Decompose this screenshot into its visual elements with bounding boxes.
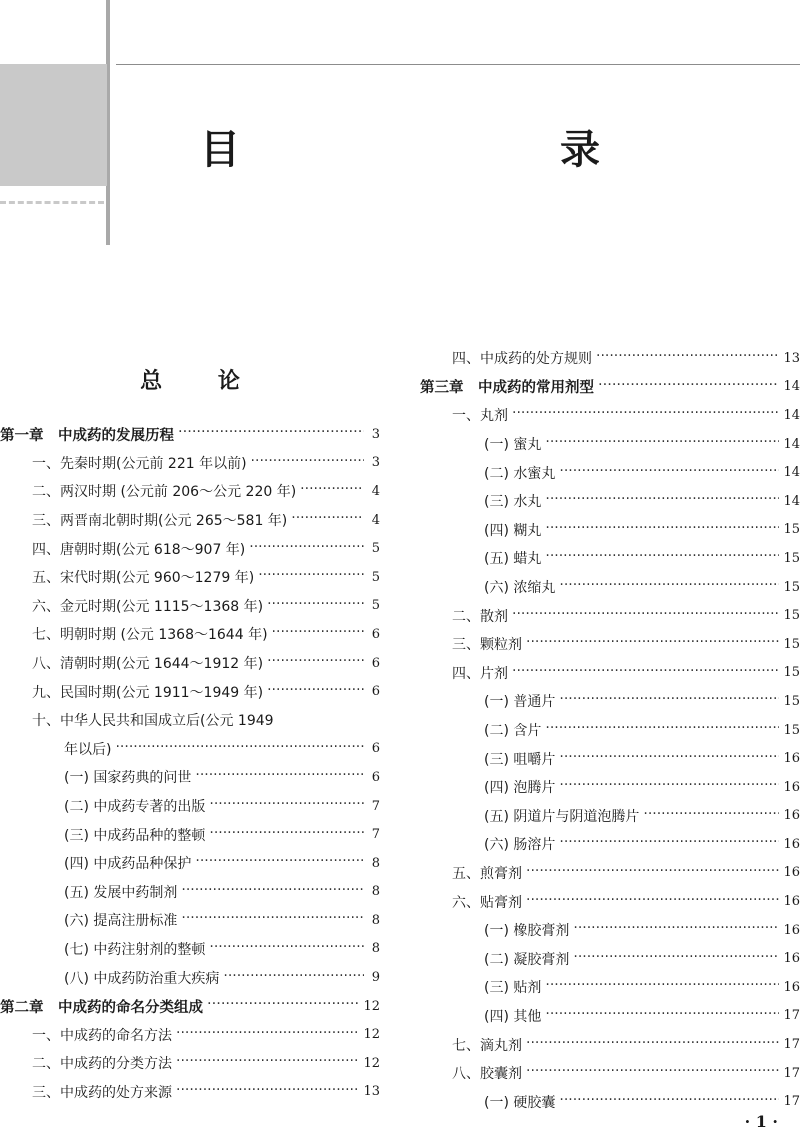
toc-entry-title: 三、两晋南北朝时期(公元 265～581 年) [32,513,288,530]
toc-entry-title: (四) 泡腾片 [484,780,556,797]
toc-entry[interactable] [420,344,800,373]
toc-entry-title: 四、片剂 [452,665,508,682]
toc-entry-title: 四、中成药的处方规则 [452,351,592,368]
toc-entry[interactable] [0,1049,380,1078]
toc-entry[interactable] [420,859,800,888]
toc-entry-title: (一) 国家药典的问世 [64,770,192,787]
toc-entry[interactable] [420,916,800,945]
toc-entry-title: 第三章 中成药的常用剂型 [420,380,594,397]
toc-entry-title: 二、两汉时期 (公元前 206～公元 220 年) [32,484,297,501]
toc-leader-dots [526,1038,779,1052]
toc-entry-title: 年以后) [64,741,112,758]
toc-leader-dots [526,1066,779,1080]
toc-entry-title: 三、颗粒剂 [452,637,522,654]
toc-leader-dots [251,456,364,470]
toc-entry-title: 第一章 中成药的发展历程 [0,427,174,444]
toc-leader-dots [545,437,779,451]
toc-entry[interactable] [0,592,380,621]
toc-entry-title: 七、明朝时期 (公元 1368～1644 年) [32,627,268,644]
toc-entry[interactable] [0,506,380,535]
toc-entry[interactable] [0,1020,380,1049]
toc-page-number: 17 [783,1037,800,1053]
toc-entry-title: (四) 糊丸 [484,522,542,539]
toc-chapter-entry[interactable] [420,373,800,402]
toc-leader-dots [512,666,779,680]
toc-entry[interactable] [420,687,800,716]
toc-leader-dots [258,570,364,584]
toc-page-number: 15 [783,579,800,595]
toc-page-number: 8 [371,855,380,871]
toc-entry-title: (五) 阴道片与阴道泡腾片 [484,808,640,825]
toc-leader-dots [559,466,779,480]
toc-entry-title: (四) 中成药品种保护 [64,856,192,873]
toc-leader-dots [526,637,779,651]
toc-leader-dots [209,942,364,956]
toc-entry-title: (五) 发展中药制剂 [64,884,178,901]
toc-page-number: 6 [371,684,380,700]
toc-page-number: 17 [783,1008,800,1024]
toc-leader-dots [559,752,779,766]
toc-leader-dots [512,408,779,422]
toc-entry[interactable] [0,763,380,792]
toc-entry[interactable] [0,1078,380,1107]
toc-leader-dots [267,685,364,699]
section-title: 总 论 [140,369,264,394]
toc-page-number: 15 [783,693,800,709]
toc-entry-title: 一、中成药的命名方法 [32,1027,172,1044]
toc-entry-title: 一、先秦时期(公元前 221 年以前) [32,455,247,472]
toc-leader-dots [181,885,364,899]
toc-left-column [0,420,380,1106]
toc-page-number: 15 [783,722,800,738]
toc-page-number: 16 [783,836,800,852]
toc-leader-dots [267,656,364,670]
toc-page-number: 16 [783,808,800,824]
toc-entry[interactable] [420,630,800,659]
toc-page-number: 12 [363,998,380,1014]
toc-page-number: 15 [783,608,800,624]
toc-entry[interactable] [420,544,800,573]
toc-leader-dots [545,723,779,737]
toc-entry-title: 十、中华人民共和国成立后(公元 1949 [32,713,274,730]
toc-entry-title: 五、煎膏剂 [452,865,522,882]
toc-entry[interactable] [0,677,380,706]
toc-leader-dots [207,999,359,1013]
toc-entry[interactable] [420,458,800,487]
toc-entry[interactable] [420,430,800,459]
toc-entry-title: 八、胶囊剂 [452,1066,522,1083]
toc-entry-title: 八、清朝时期(公元 1644～1912 年) [32,656,264,673]
toc-page-number: 7 [371,827,380,843]
toc-page-number: 5 [371,569,380,585]
toc-chapter-entry[interactable] [0,420,380,449]
toc-entry[interactable] [0,906,380,935]
toc-leader-dots [573,923,779,937]
toc-entry-title: (三) 中成药品种的整顿 [64,827,206,844]
toc-entry[interactable] [420,487,800,516]
toc-leader-dots [272,627,364,641]
toc-entry-title: 四、唐朝时期(公元 618～907 年) [32,541,246,558]
toc-leader-dots [115,742,364,756]
toc-leader-dots [526,895,779,909]
toc-entry[interactable] [420,830,800,859]
toc-leader-dots [223,971,364,985]
toc-leader-dots [559,1095,779,1109]
toc-page-number: 14 [783,407,800,423]
toc-leader-dots [249,542,364,556]
toc-entry[interactable] [420,516,800,545]
toc-page-number: 16 [783,751,800,767]
toc-page-number: 13 [363,1084,380,1100]
toc-entry-title: (四) 其他 [484,1008,542,1025]
toc-entry[interactable] [420,973,800,1002]
toc-entry[interactable] [420,802,800,831]
toc-entry[interactable] [0,849,380,878]
toc-entry[interactable] [420,1002,800,1031]
toc-entry-title: 七、滴丸剂 [452,1037,522,1054]
toc-entry-title: (一) 硬胶囊 [484,1094,556,1111]
toc-entry[interactable] [420,716,800,745]
toc-entry[interactable] [420,1059,800,1088]
toc-leader-dots [176,1085,359,1099]
toc-leader-dots [209,828,364,842]
toc-leader-dots [559,694,779,708]
toc-page-number: 17 [783,1065,800,1081]
toc-entry[interactable] [0,935,380,964]
toc-page-number: 15 [783,550,800,566]
toc-entry-title: (三) 贴剂 [484,980,542,997]
toc-page-number: 6 [371,626,380,642]
toc-page-number: 16 [783,951,800,967]
toc-entry[interactable] [420,573,800,602]
toc-entry-title: (六) 肠溶片 [484,837,556,854]
toc-entry-title: 六、金元时期(公元 1115～1368 年) [32,598,264,615]
toc-entry[interactable] [420,1030,800,1059]
toc-page-number: 6 [371,655,380,671]
toc-entry[interactable] [0,563,380,592]
toc-page-number: 3 [371,455,380,471]
toc-page-number: 14 [783,465,800,481]
toc-entry[interactable] [0,820,380,849]
toc-leader-dots [643,809,779,823]
toc-entry[interactable] [0,477,380,506]
toc-entry-title: (一) 橡胶膏剂 [484,923,570,940]
toc-page-number: 8 [371,941,380,957]
toc-page-number: 12 [363,1027,380,1043]
toc-entry-title: (八) 中成药防治重大疾病 [64,970,220,987]
header-rule [116,64,800,65]
decorative-dashed-line [0,201,104,204]
toc-leader-dots [176,1028,359,1042]
toc-entry-title: 五、宋代时期(公元 960～1279 年) [32,570,255,587]
toc-entry-title: (七) 中药注射剂的整顿 [64,941,206,958]
toc-leader-dots [195,856,364,870]
toc-leader-dots [598,380,779,394]
toc-page-number: 12 [363,1055,380,1071]
toc-entry[interactable] [0,963,380,992]
toc-page-number: 6 [371,741,380,757]
toc-leader-dots [545,1009,779,1023]
toc-page-number: 6 [371,769,380,785]
toc-page-number: 15 [783,636,800,652]
toc-page-number: 15 [783,665,800,681]
toc-page-number: 16 [783,894,800,910]
toc-entry[interactable] [0,706,380,735]
toc-leader-dots [545,980,779,994]
toc-leader-dots [545,523,779,537]
toc-entry[interactable] [420,773,800,802]
toc-leader-dots [596,351,779,365]
toc-leader-dots [545,494,779,508]
toc-page-number: 14 [783,493,800,509]
toc-page-number: 5 [371,598,380,614]
toc-entry-title: (六) 浓缩丸 [484,580,556,597]
toc-leader-dots [267,599,364,613]
toc-page-number: 7 [371,798,380,814]
toc-page-number: 14 [783,436,800,452]
toc-entry-title: 二、散剂 [452,608,508,625]
toc-leader-dots [559,837,779,851]
toc-leader-dots [526,866,779,880]
toc-page-number: 13 [783,350,800,366]
toc-entry-title: (一) 普通片 [484,694,556,711]
toc-leader-dots [559,580,779,594]
toc-entry[interactable] [420,1087,800,1116]
toc-entry[interactable] [420,601,800,630]
toc-leader-dots [195,770,364,784]
toc-page-number: 8 [371,912,380,928]
toc-entry-title: (二) 含片 [484,723,542,740]
toc-page-number: 15 [783,522,800,538]
toc-leader-dots [178,427,364,441]
toc-page-number: 16 [783,922,800,938]
toc-entry-title: (三) 咀嚼片 [484,751,556,768]
toc-entry-title: 三、中成药的处方来源 [32,1084,172,1101]
toc-entry[interactable] [0,735,380,764]
toc-page-number: 14 [783,379,800,395]
toc-entry[interactable] [0,620,380,649]
page-title: 目 录 [200,127,680,173]
toc-page-number: 16 [783,865,800,881]
page-number: · 1 · [744,1112,778,1131]
toc-entry-title: 一、丸剂 [452,408,508,425]
toc-page-number: 17 [783,1094,800,1110]
toc-entry[interactable] [0,449,380,478]
toc-entry[interactable] [420,401,800,430]
toc-leader-dots [559,780,779,794]
toc-entry-title: 二、中成药的分类方法 [32,1056,172,1073]
toc-entry[interactable] [0,878,380,907]
toc-page-number: 4 [371,483,380,499]
toc-entry[interactable] [0,792,380,821]
toc-entry-title: (六) 提高注册标准 [64,913,178,930]
toc-page-number: 9 [371,970,380,986]
toc-chapter-entry[interactable] [0,992,380,1021]
toc-entry-title: (二) 中成药专著的出版 [64,799,206,816]
toc-entry[interactable] [420,744,800,773]
toc-entry-title: (二) 水蜜丸 [484,465,556,482]
toc-page-number: 8 [371,884,380,900]
toc-leader-dots [573,952,779,966]
toc-entry-title: (二) 凝胶膏剂 [484,951,570,968]
toc-entry-title: 第二章 中成药的命名分类组成 [0,999,203,1016]
toc-leader-dots [291,513,364,527]
toc-entry-title: (一) 蜜丸 [484,437,542,454]
toc-leader-dots [545,551,779,565]
toc-leader-dots [209,799,364,813]
toc-entry-title: (三) 水丸 [484,494,542,511]
toc-entry-title: 九、民国时期(公元 1911～1949 年) [32,684,264,701]
toc-page-number: 5 [371,541,380,557]
toc-right-column [420,344,800,1116]
toc-page-number: 16 [783,779,800,795]
toc-leader-dots [300,484,364,498]
toc-entry[interactable] [420,944,800,973]
toc-entry-title: (五) 蜡丸 [484,551,542,568]
toc-entry[interactable] [0,649,380,678]
toc-page-number: 4 [371,512,380,528]
toc-leader-dots [181,913,364,927]
toc-leader-dots [176,1056,359,1070]
toc-entry-title: 六、贴膏剂 [452,894,522,911]
toc-entry[interactable] [0,534,380,563]
toc-page-number: 3 [371,426,380,442]
toc-leader-dots [512,609,779,623]
toc-entry[interactable] [420,659,800,688]
toc-page-number: 16 [783,979,800,995]
toc-entry[interactable] [420,887,800,916]
